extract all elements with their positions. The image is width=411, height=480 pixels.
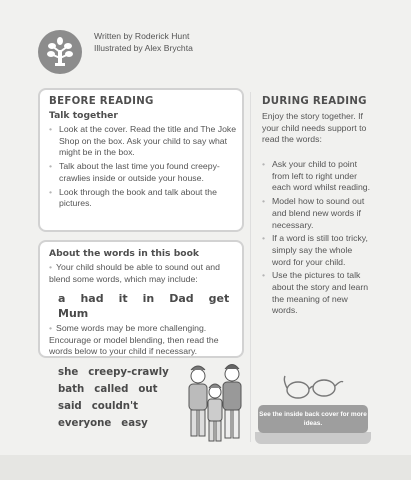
decodable-word: get — [208, 292, 230, 305]
tricky-words — [58, 364, 179, 432]
tricky-word: bath — [58, 384, 85, 395]
about-words-intro: • Your child should be able to sound out and blend some words, which may include: — [49, 262, 220, 284]
during-reading-item: • Use the pictures to talk about the story and learn the meaning of new words. — [262, 270, 372, 317]
tricky-words-row — [58, 364, 179, 381]
bottom-margin — [0, 455, 411, 480]
glasses-icon — [280, 372, 346, 402]
during-reading-intro: Enjoy the story together. If your child needs support to read the words: — [262, 111, 367, 145]
challenge-note: • Some words may be more challenging. Encourage or model blending, then read the words below to your child if necessary. — [49, 323, 219, 357]
tricky-word: said — [58, 401, 82, 412]
illustrator-credit: Illustrated by Alex Brychta — [94, 43, 193, 53]
decodable-words-row — [58, 292, 244, 305]
tricky-words-row — [58, 415, 179, 432]
before-reading-item: • Look through the book and talk about the pictures. — [49, 187, 237, 210]
before-reading-item: • Look at the cover. Read the title and The Joke Shop on the box. Ask your child to say what might be in the box. — [49, 124, 237, 159]
tricky-word: out — [138, 384, 158, 395]
note-shadow — [255, 432, 371, 444]
decodable-word: in — [142, 292, 155, 305]
decodable-word: Mum — [58, 307, 89, 320]
tricky-word: creepy-crawly — [88, 367, 169, 378]
talk-together-subheading: Talk together — [49, 110, 118, 121]
before-reading-heading: BEFORE READING — [49, 96, 154, 107]
during-reading-item: • Ask your child to point from left to right under each word whilst reading. — [262, 159, 372, 194]
decodable-word: it — [118, 292, 128, 305]
tricky-word: called — [94, 384, 129, 395]
decodable-word: had — [80, 292, 104, 305]
decodable-words-row — [58, 307, 103, 320]
decodable-word: a — [58, 292, 66, 305]
during-reading-item: • If a word is still too tricky, simply say the whole word for your child. — [262, 233, 372, 268]
before-reading-item: • Talk about the last time you found creepy-crawlies inside or outside your house. — [49, 161, 237, 184]
before-reading-list — [49, 124, 237, 212]
author-credit: Written by Roderick Hunt — [94, 31, 190, 41]
tree-icon — [38, 30, 82, 74]
tricky-words-row — [58, 381, 179, 398]
about-words-heading: About the words in this book — [49, 248, 200, 259]
decodable-word: Dad — [169, 292, 194, 305]
during-reading-heading: DURING READING — [262, 96, 367, 107]
during-reading-list — [262, 159, 372, 319]
credits — [94, 30, 193, 54]
tricky-words-row — [58, 398, 179, 415]
column-divider — [250, 92, 251, 442]
children-illustration — [180, 360, 252, 450]
tricky-word: couldn't — [91, 401, 139, 412]
tree-logo — [38, 30, 82, 74]
during-reading-item: • Model how to sound out and blend new words if necessary. — [262, 196, 372, 231]
tricky-word: she — [58, 367, 79, 378]
tricky-word: easy — [121, 418, 148, 429]
tricky-word: everyone — [58, 418, 112, 429]
inside-back-cover-note: See the inside back cover for more ideas. — [258, 405, 368, 433]
